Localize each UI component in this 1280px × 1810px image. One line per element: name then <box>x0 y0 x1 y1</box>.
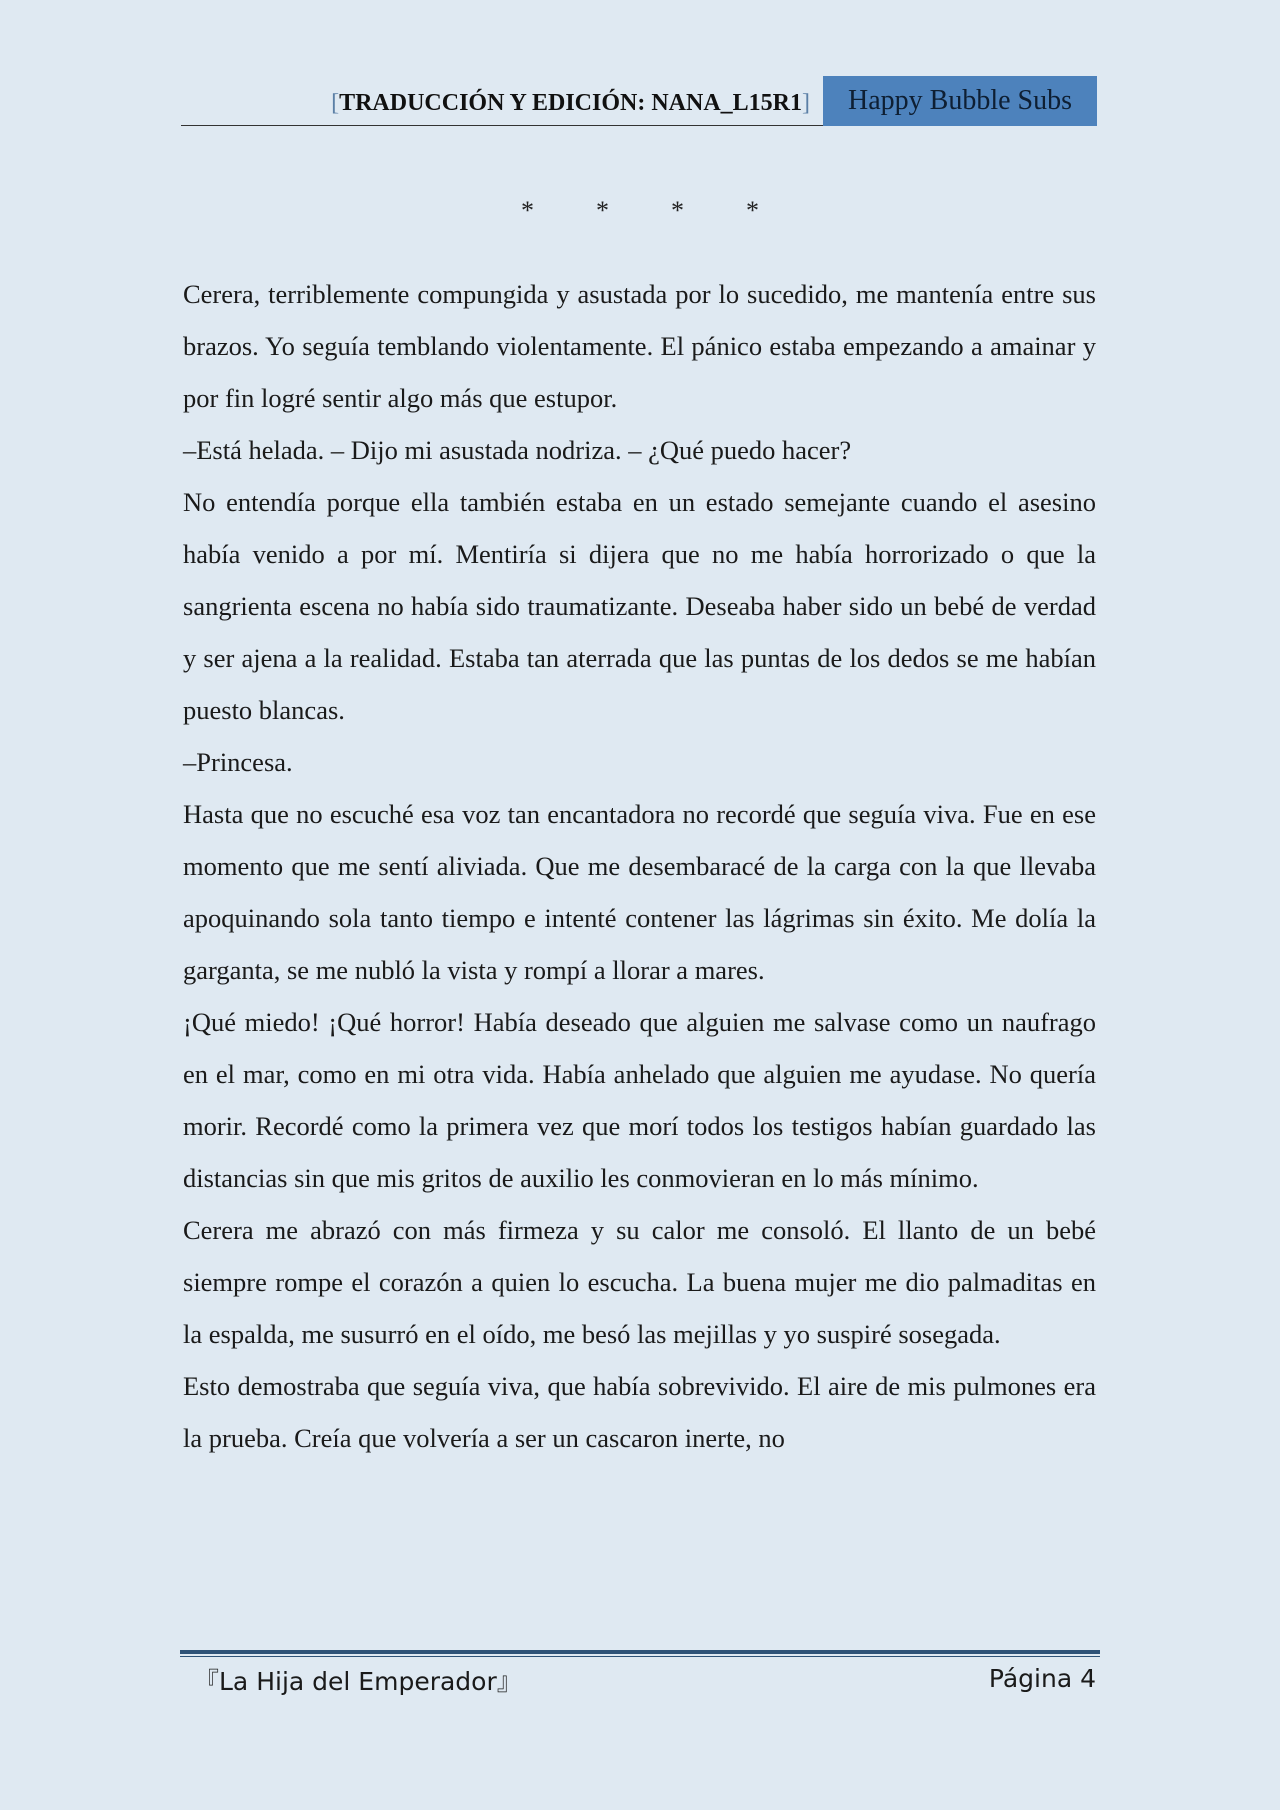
book-title: 『La Hija del Emperador』 <box>194 1667 522 1696</box>
paragraph: Cerera me abrazó con más firmeza y su calor me consoló. El llanto de un bebé siempre rompe el corazón a quien lo escucha. La buena mujer me dio palmaditas en la espalda, me susurró en el oído, me besó las mejillas y yo suspiré sosegada. <box>183 1215 1096 1349</box>
divider-star: * <box>596 196 609 225</box>
section-divider <box>0 196 1280 226</box>
paragraph: –Princesa. <box>183 747 293 777</box>
footer-rule-thin <box>180 1656 1100 1657</box>
footer-rule <box>180 1650 1100 1654</box>
credit-text: TRADUCCIÓN Y EDICIÓN: NANA_L15R1 <box>339 90 802 116</box>
group-name-tag: Happy Bubble Subs <box>823 76 1097 126</box>
paragraph: –Está helada. – Dijo mi asustada nodriza. – ¿Qué puedo hacer? <box>183 435 852 465</box>
paragraph: Esto demostraba que seguía viva, que había sobrevivido. El aire de mis pulmones era la prueba. Creía que volvería a ser un cascaron inerte, no <box>183 1371 1096 1453</box>
paragraph: Cerera, terriblemente compungida y asustada por lo sucedido, me mantenía entre sus brazos. Yo seguía temblando violentamente. El pánico estaba empezando a amainar y por fin logré sentir algo más que estupor. <box>183 279 1096 413</box>
paragraph: Hasta que no escuché esa voz tan encantadora no recordé que seguía viva. Fue en ese momento que me sentí aliviada. Que me desembaracé de la carga con la que llevaba apoquinando sola tanto tiempo e intenté contener las lágrimas sin éxito. Me dolía la garganta, se me nubló la vista y rompí a llorar a mares. <box>183 799 1096 985</box>
page-header <box>181 76 1097 126</box>
divider-star: * <box>671 196 684 225</box>
bracket-close: ] <box>802 90 810 116</box>
bracket-open: [ <box>331 90 340 116</box>
paragraph: ¡Qué miedo! ¡Qué horror! Había deseado que alguien me salvase como un naufrago en el mar, como en mi otra vida. Había anhelado que alguien me ayudase. No quería morir. Recordé como la primera vez que morí todos los testigos habían guardado las distancias sin que mis gritos de auxilio les conmovieran en lo más mínimo. <box>183 1007 1096 1193</box>
translation-credit <box>331 90 810 117</box>
paragraph: No entendía porque ella también estaba en un estado semejante cuando el asesino había venido a por mí. Mentiría si dijera que no me había horrorizado o que la sangrienta escena no había sido traumatizante. Deseaba haber sido un bebé de verdad y ser ajena a la realidad. Estaba tan aterrada que las puntas de los dedos se me habían puesto blancas. <box>183 487 1096 725</box>
divider-star: * <box>746 196 759 225</box>
body-text <box>183 268 1096 1464</box>
divider-star: * <box>521 196 534 225</box>
page-number: Página 4 <box>988 1664 1096 1693</box>
